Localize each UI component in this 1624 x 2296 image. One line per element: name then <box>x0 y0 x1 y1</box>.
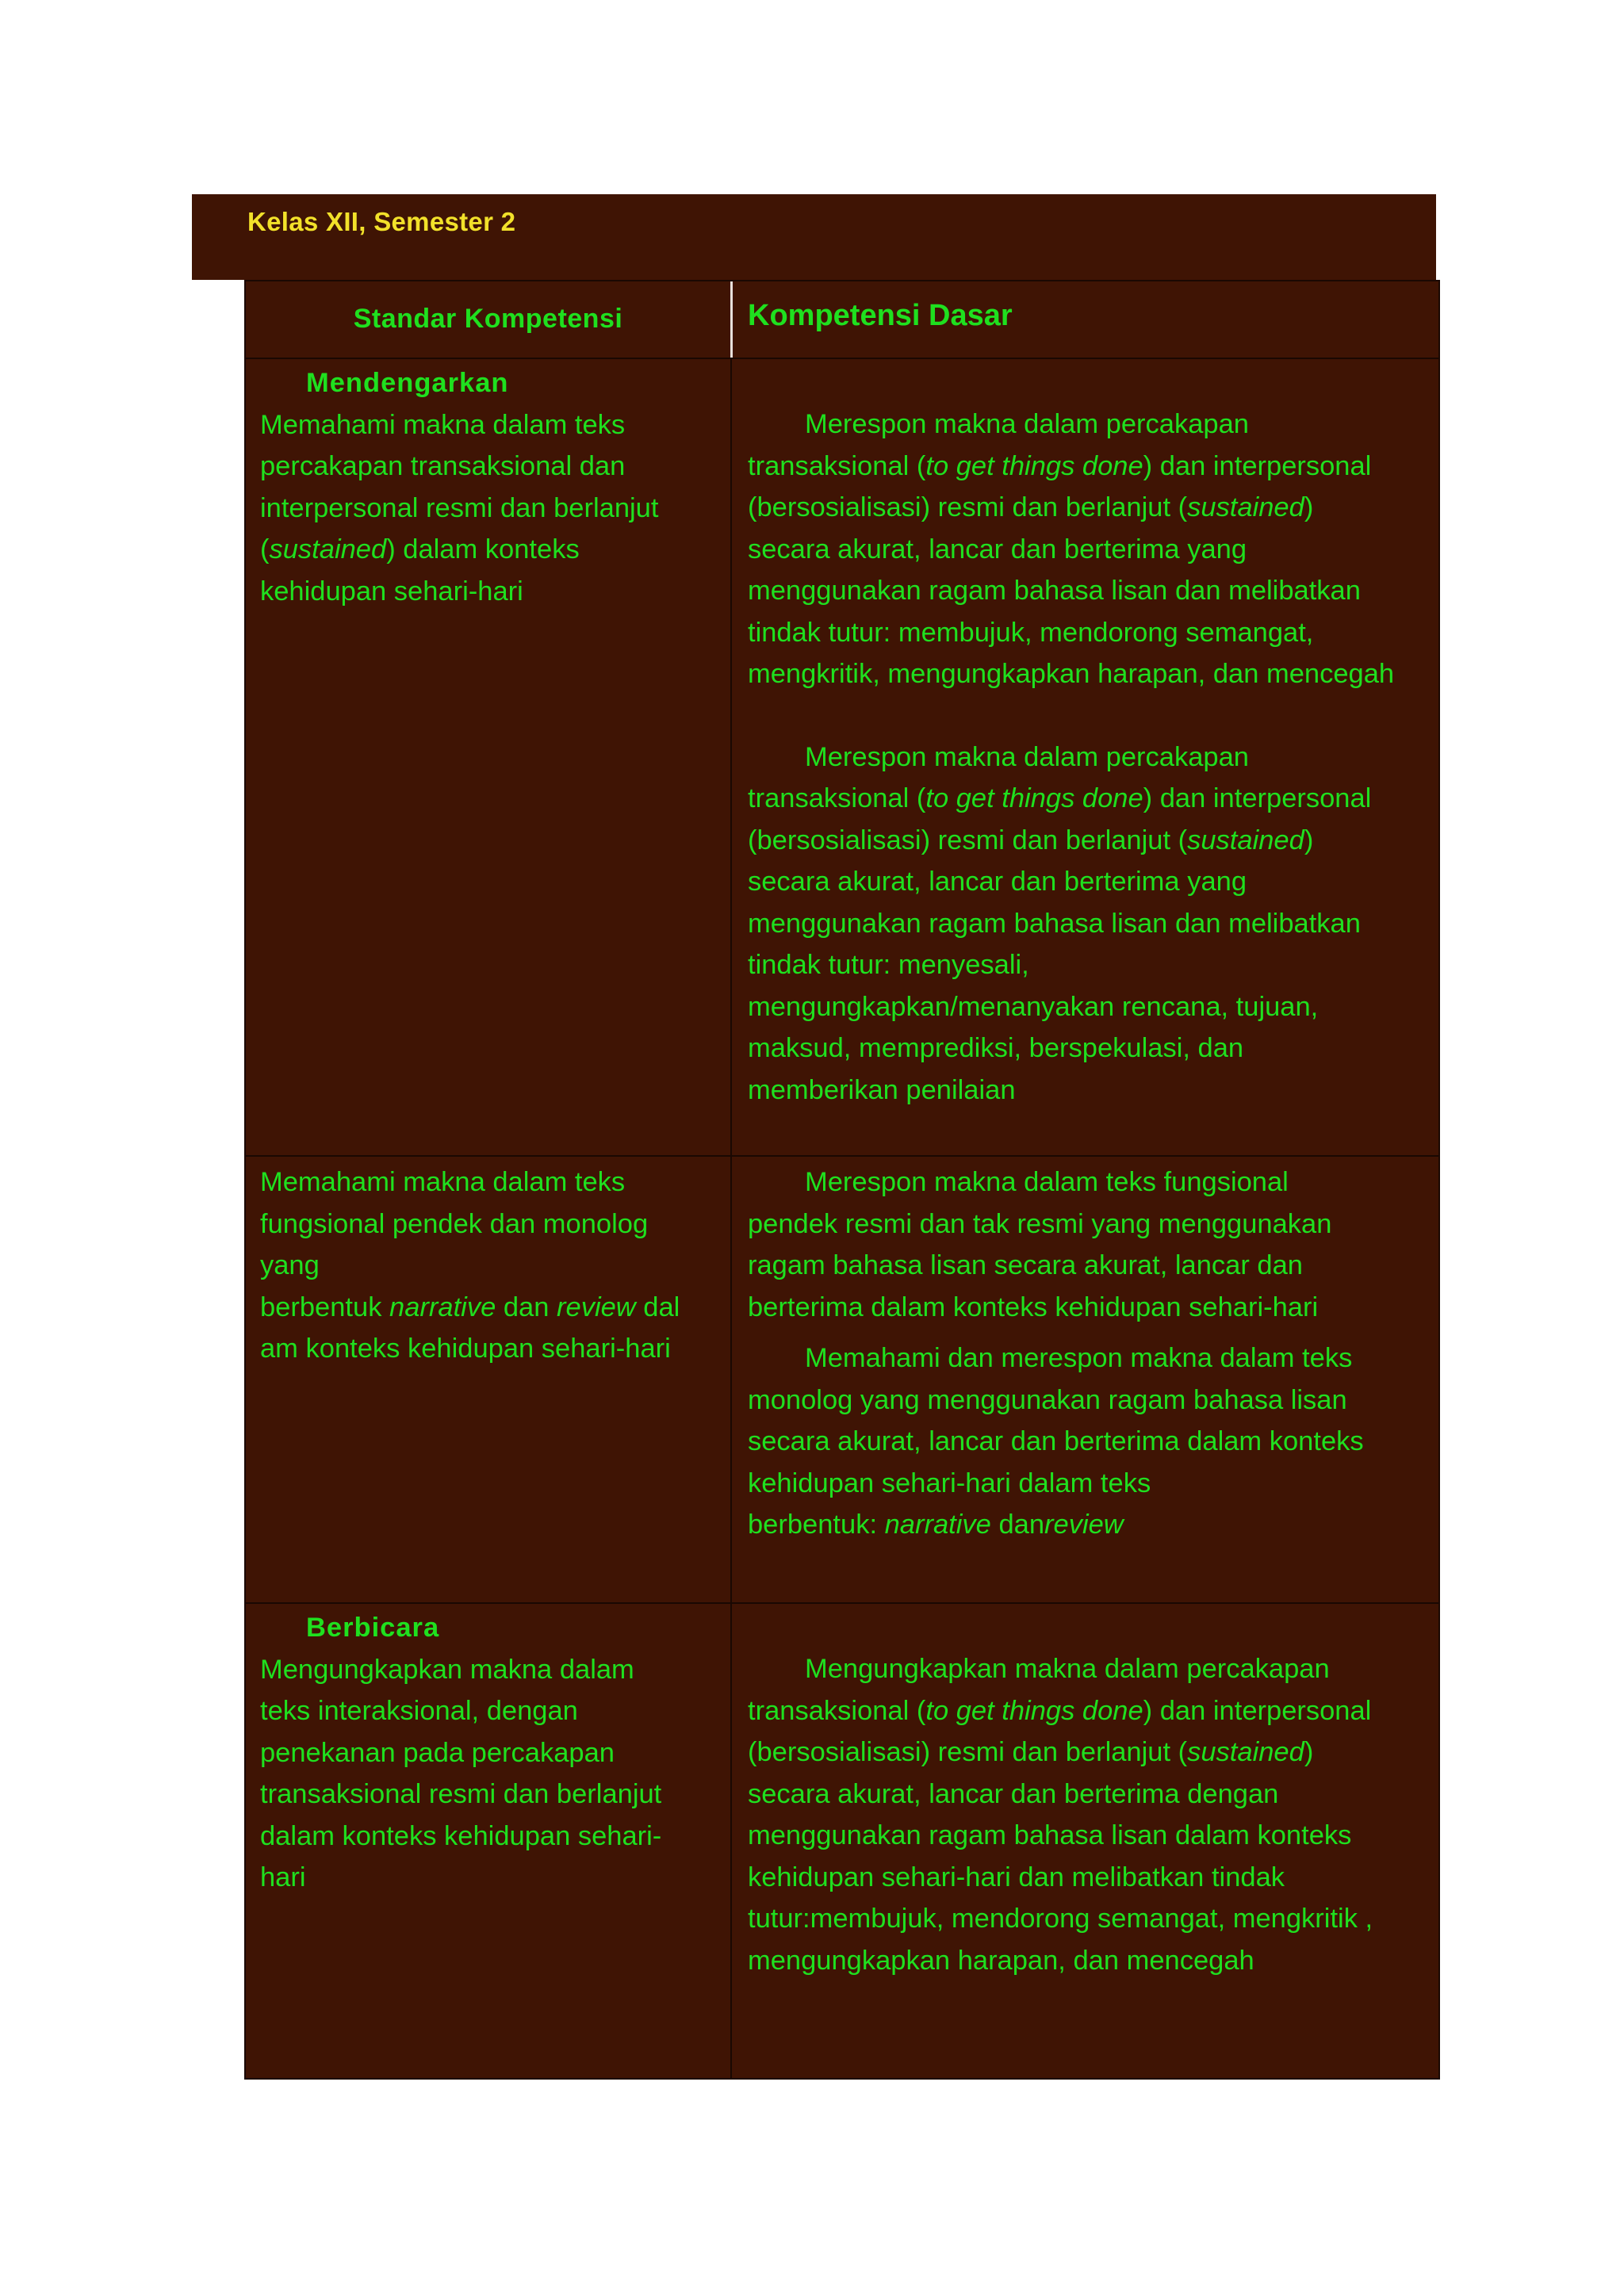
row2-right-para2 <box>748 1337 1438 1546</box>
header-divider <box>246 358 1438 359</box>
text-line: am konteks kehidupan sehari-hari <box>260 1334 671 1364</box>
text-line: transaksional (to get things done) dan interpersonal <box>748 783 1372 813</box>
italic-term: to get things done <box>925 1695 1143 1726</box>
text-line: yang <box>260 1250 320 1280</box>
row1-left-cell <box>260 362 724 612</box>
text-line: fungsional pendek dan monolog <box>260 1208 649 1239</box>
text-line: transaksional (to get things done) dan interpersonal <box>748 450 1372 481</box>
text-line: berbentuk narrative dan review dal <box>260 1292 680 1322</box>
text-line: tutur:membujuk, mendorong semangat, mengkritik , <box>748 1904 1373 1934</box>
text-line: interpersonal resmi dan berlanjut <box>260 492 659 523</box>
section-title-berbicara: Berbicara <box>306 1613 440 1643</box>
column-divider <box>730 281 732 2078</box>
text-line: (bersosialisasi) resmi dan berlanjut (sustained) <box>748 492 1314 522</box>
page-banner <box>192 194 1436 280</box>
text-line: menggunakan ragam bahasa lisan dan melibatkan <box>748 576 1361 606</box>
text-line: Merespon makna dalam percakapan <box>805 409 1249 439</box>
text-line: kehidupan sehari-hari dan melibatkan tindak <box>748 1862 1285 1892</box>
text-line: berterima dalam konteks kehidupan sehari-hari <box>748 1292 1319 1322</box>
text-line: Mengungkapkan makna dalam <box>260 1654 634 1685</box>
text-line: Memahami makna dalam teks <box>260 409 626 440</box>
row2-divider <box>246 1602 1438 1604</box>
header-column-divider <box>730 281 733 358</box>
text-line: tindak tutur: membujuk, mendorong semangat, <box>748 617 1314 648</box>
text-line: Merespon makna dalam teks fungsional <box>805 1167 1289 1197</box>
text-line: Memahami makna dalam teks <box>260 1167 626 1197</box>
text-line: (bersosialisasi) resmi dan berlanjut (sustained) <box>748 825 1314 855</box>
banner-title: Kelas XII, Semester 2 <box>247 207 516 236</box>
italic-term: sustained <box>1187 1737 1304 1767</box>
text-line: Mengungkapkan makna dalam percakapan <box>805 1654 1330 1684</box>
text-line: hari <box>260 1862 306 1892</box>
section-title-mendengarkan: Mendengarkan <box>306 368 509 398</box>
italic-term: sustained <box>1187 492 1304 522</box>
italic-term: review <box>557 1292 636 1322</box>
italic-term: sustained <box>1187 825 1304 855</box>
text-line: monolog yang menggunakan ragam bahasa lisan <box>748 1384 1347 1415</box>
text-line: transaksional (to get things done) dan interpersonal <box>748 1695 1372 1726</box>
text-line: (sustained) dalam konteks <box>260 534 580 564</box>
italic-term: to get things done <box>925 450 1143 481</box>
text-line: percakapan transaksional dan <box>260 451 626 481</box>
text-line: teks interaksional, dengan <box>260 1696 578 1726</box>
italic-term: narrative <box>389 1292 496 1322</box>
text-line: secara akurat, lancar dan berterima yang <box>748 534 1247 564</box>
row3-left-cell <box>260 1607 724 1899</box>
text-line: Memahami dan merespon makna dalam teks <box>805 1343 1353 1373</box>
text-line: mengungkapkan harapan, dan mencegah <box>748 1945 1254 1976</box>
text-line: mengkritik, mengungkapkan harapan, dan mencegah <box>748 659 1395 689</box>
row3-right-cell <box>748 1648 1438 1981</box>
text-line: dalam konteks kehidupan sehari- <box>260 1820 662 1851</box>
row1-left-text <box>260 404 724 613</box>
text-line: pendek resmi dan tak resmi yang menggunakan <box>748 1208 1332 1239</box>
italic-term: to get things done <box>925 783 1143 813</box>
row3-right-para1 <box>748 1648 1438 1981</box>
text-line: kehidupan sehari-hari dalam teks <box>748 1468 1151 1498</box>
text-line: penekanan pada percakapan <box>260 1737 615 1768</box>
text-line: maksud, memprediksi, berspekulasi, dan <box>748 1033 1244 1063</box>
text-line: mengungkapkan/menanyakan rencana, tujuan, <box>748 991 1319 1022</box>
text-line: berbentuk: narrative danreview <box>748 1510 1124 1540</box>
row1-divider <box>246 1155 1438 1157</box>
text-line: memberikan penilaian <box>748 1074 1016 1105</box>
text-line: secara akurat, lancar dan berterima dengan <box>748 1778 1279 1809</box>
text-line: (bersosialisasi) resmi dan berlanjut (sustained) <box>748 1737 1314 1767</box>
row3-left-text <box>260 1649 724 1899</box>
row1-right-para1 <box>748 404 1438 695</box>
text-line: ragam bahasa lisan secara akurat, lancar dan <box>748 1250 1303 1280</box>
text-line: menggunakan ragam bahasa lisan dalam konteks <box>748 1820 1352 1850</box>
text-line: menggunakan ragam bahasa lisan dan melibatkan <box>748 908 1361 939</box>
row2-right-para1 <box>748 1161 1438 1328</box>
text-line: transaksional resmi dan berlanjut <box>260 1779 662 1809</box>
header-kompetensi-dasar: Kompetensi Dasar <box>748 299 1013 332</box>
text-line: kehidupan sehari-hari <box>260 576 523 607</box>
text-line: secara akurat, lancar dan berterima dalam konteks <box>748 1426 1364 1456</box>
italic-term: sustained <box>269 534 387 564</box>
italic-term: review <box>1044 1510 1124 1540</box>
competency-table <box>244 280 1440 2080</box>
text-line: tindak tutur: menyesali, <box>748 950 1029 980</box>
italic-term: narrative <box>884 1510 991 1540</box>
text-line: Merespon makna dalam percakapan <box>805 741 1249 772</box>
row2-right-cell <box>748 1161 1438 1546</box>
header-standar-kompetensi: Standar Kompetensi <box>353 304 623 334</box>
row2-left-text <box>260 1161 724 1370</box>
row2-left-cell <box>260 1161 724 1370</box>
row1-right-para2 <box>748 737 1438 1112</box>
text-line: secara akurat, lancar dan berterima yang <box>748 867 1247 897</box>
row1-right-cell <box>748 404 1438 1111</box>
